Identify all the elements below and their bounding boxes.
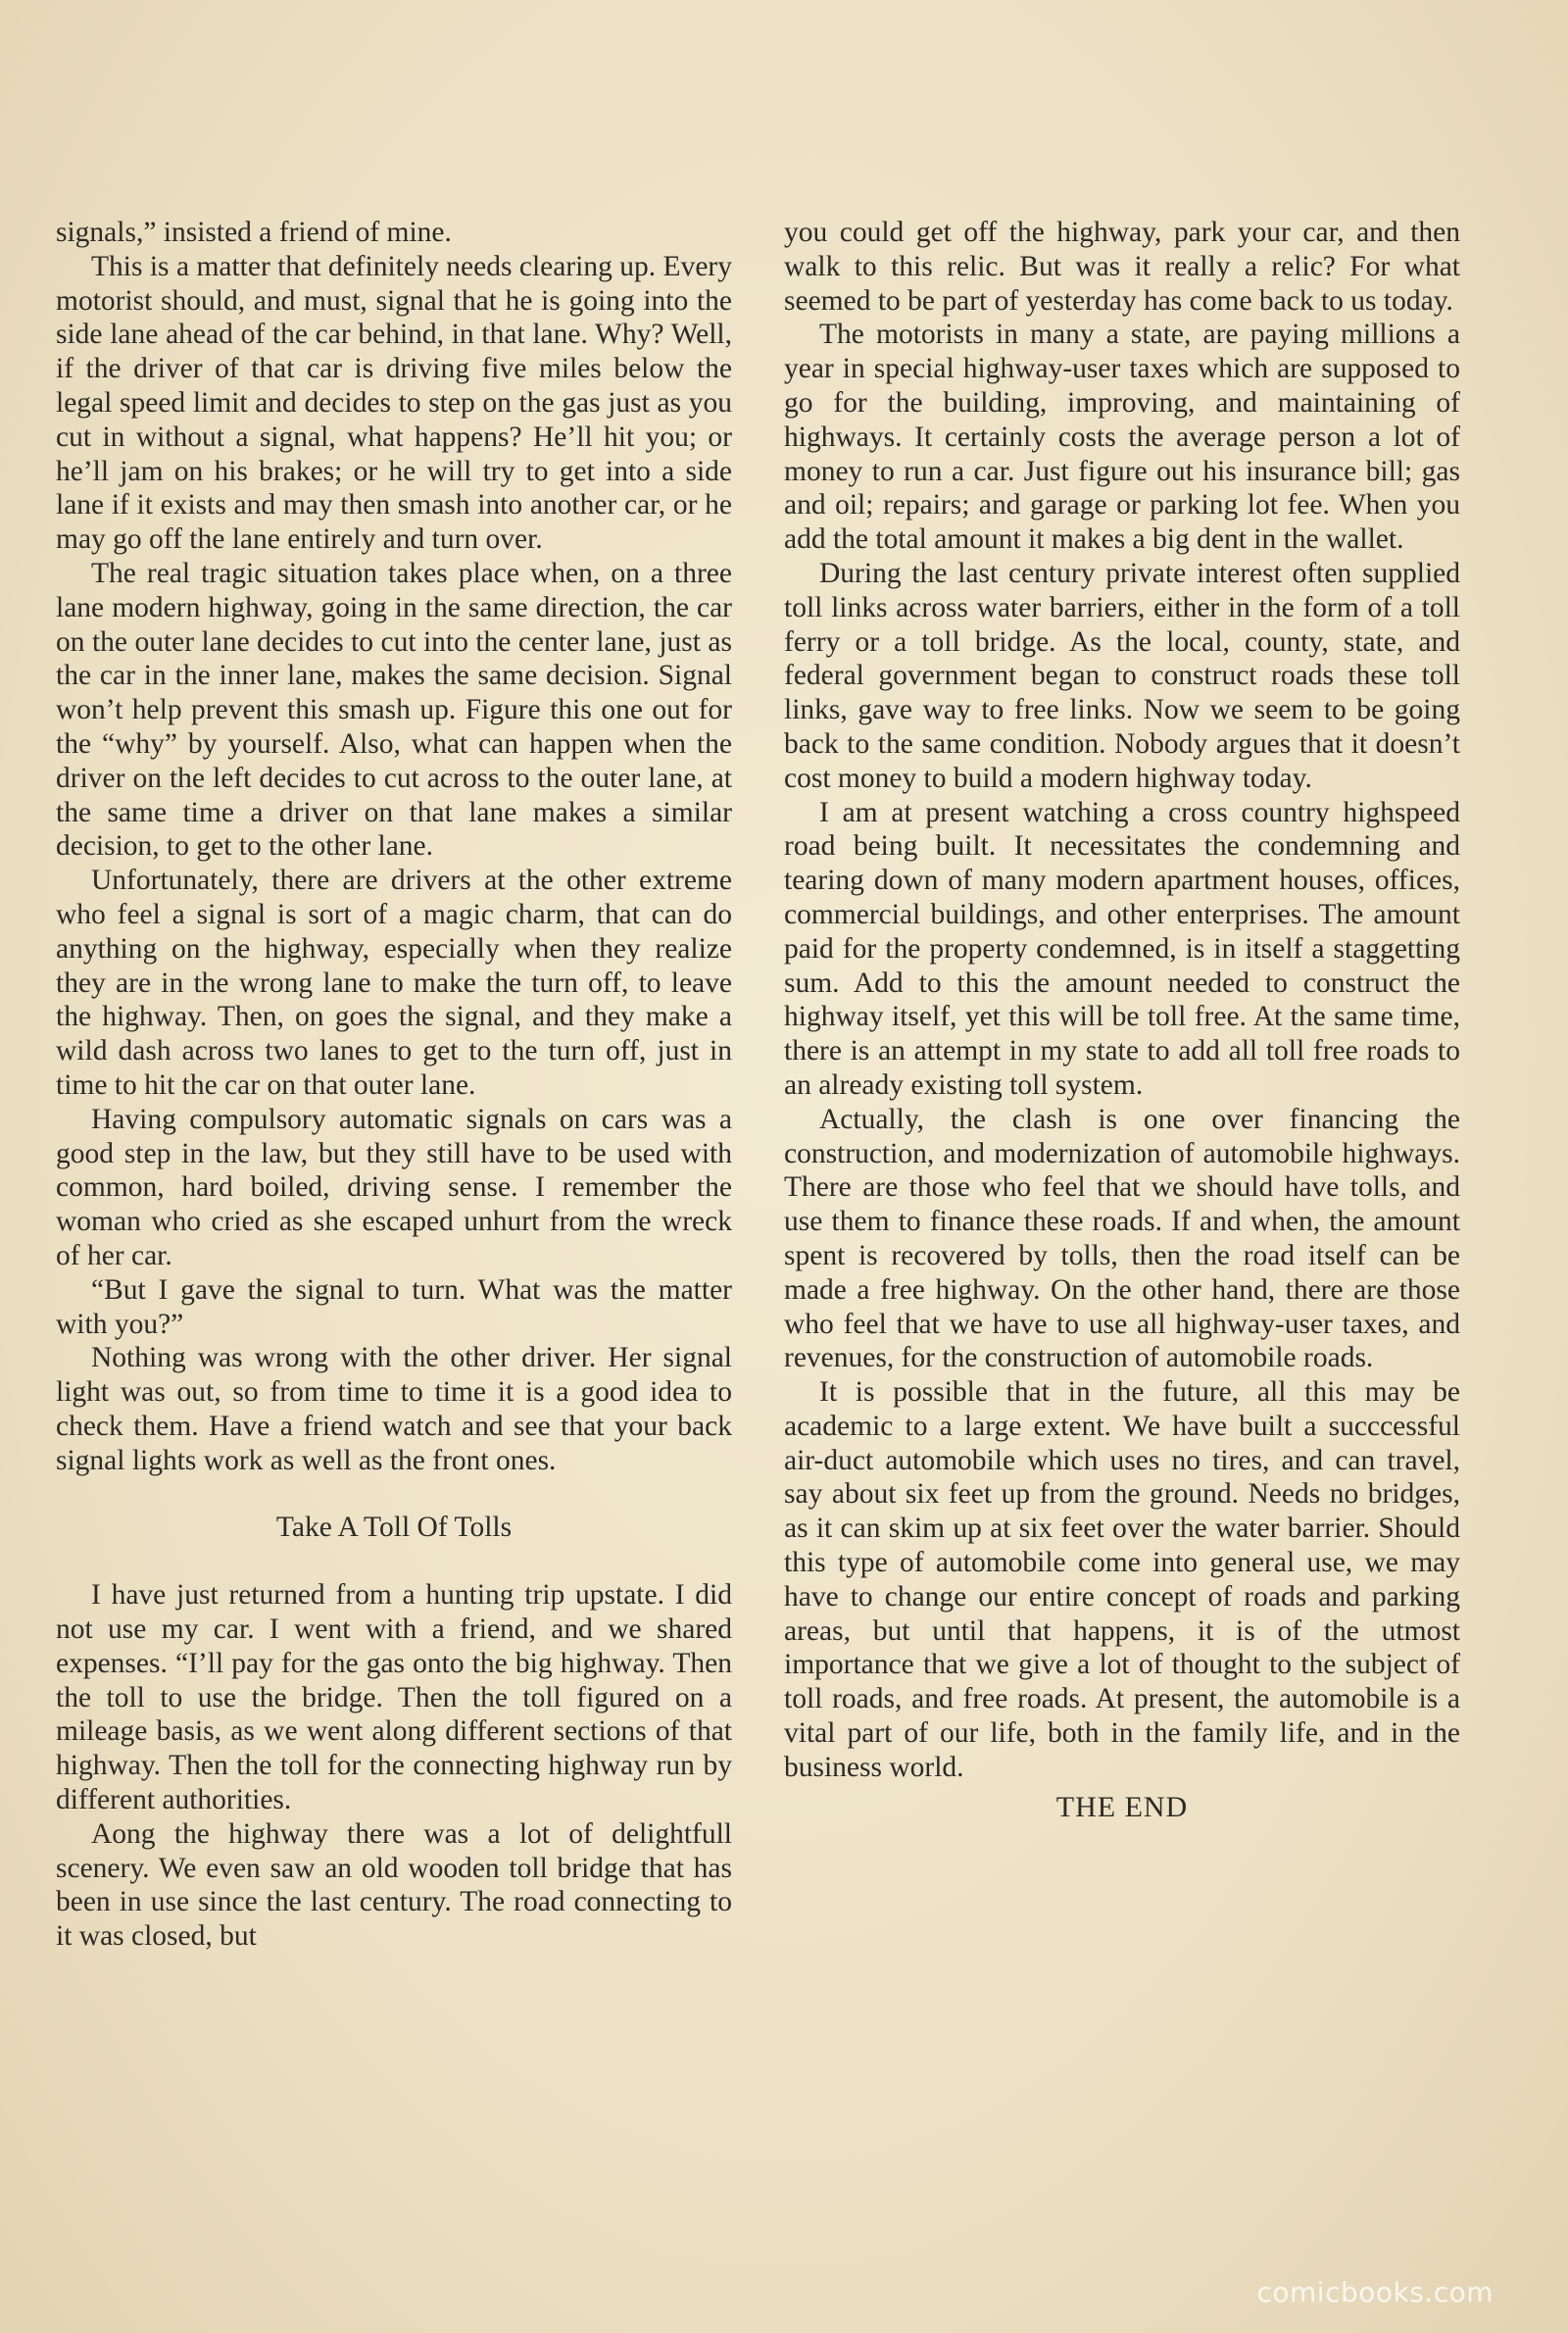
paragraph: I am at present watching a cross country highspeed road being built. It necessitates the condemning and tearing down of many modern apartment houses, offices, commercial buildings, and other enterprises. The amount paid for the property condemned, is in itself a staggetting sum. Add to this the amount needed to construct the highway itself, yet this will be toll free. At the same time, there is an attempt in my state to add all toll free roads to an already existing toll system. bbox=[784, 796, 1460, 1101]
paragraph: signals,” insisted a friend of mine. bbox=[56, 217, 452, 248]
paragraph: The real tragic situation takes place when, on a three lane modern highway, going in the same direction, the car on the outer lane decides to cut into the center lane, just as the car in the inner lane, makes the same decision. Signal won’t help prevent this smash up. Figure this one out for the “why” by yourself. Also, what can happen when the driver on the left decides to cut across to the outer lane, at the same time a driver on that lane makes a similar decision, to get to the other lane. bbox=[56, 557, 732, 863]
left-column bbox=[56, 216, 732, 1954]
watermark: comicbooks.com bbox=[1256, 2276, 1494, 2308]
paragraph: Actually, the clash is one over financing the construction, and modernization of automobile highways. There are those who feel that we should have tolls, and use them to finance these roads. If and when, the amount spent is recovered by tolls, then the road itself can be made a free highway. On the other hand, there are those who feel that we have to use all highway-user taxes, and revenues, for the construction of automobile roads. bbox=[784, 1103, 1460, 1374]
paragraph: The motorists in many a state, are paying millions a year in special highway-user taxes which are supposed to go for the building, improving, and maintaining of highways. It certainly costs the average person a lot of money to run a car. Just figure out his insurance bill; gas and oil; repairs; and garage or parking lot fee. When you add the total amount it makes a big dent in the wallet. bbox=[784, 319, 1460, 556]
paragraph: “But I gave the signal to turn. What was the matter with you?” bbox=[56, 1273, 732, 1340]
the-end-label: THE END bbox=[1055, 1790, 1189, 1823]
paragraph: Nothing was wrong with the other driver. Her signal light was out, so from time to time it is a good idea to check them. Have a friend watch and see that your back signal lights work as well as the front ones. bbox=[56, 1342, 732, 1476]
paragraph: Aong the highway there was a lot of delightfull scenery. We even saw an old wooden toll bridge that has been in use since the last century. The road connecting to it was closed, but bbox=[56, 1817, 732, 1953]
paragraph: you could get off the highway, park your car, and then walk to this relic. But was it really a relic? For what seemed to be part of yesterday has come back to us today. bbox=[784, 217, 1460, 317]
paragraph: Having compulsory automatic signals on cars was a good step in the law, but they still have to be used with common, hard boiled, driving sense. I remember the woman who cried as she escaped unhurt from the wreck of her car. bbox=[56, 1103, 732, 1271]
section-heading: Take A Toll Of Tolls bbox=[275, 1512, 513, 1544]
paragraph: Unfortunately, there are drivers at the other extreme who feel a signal is sort of a magic charm, that can do anything on the highway, especially when they realize they are in the wrong lane to make the turn off, to leave the highway. Then, on goes the signal, and they make a wild dash across two lanes to get to the turn off, just in time to hit the car on that outer lane. bbox=[56, 865, 732, 1101]
paragraph: I have just returned from a hunting trip upstate. I did not use my car. I went with a friend, and we shared expenses. “I’ll pay for the gas onto the big highway. Then the toll to use the bridge. Then the toll figured on a mileage basis, as we went along different sections of that highway. Then the toll for the connecting highway run by different authorities. bbox=[56, 1579, 732, 1816]
paragraph: During the last century private interest often supplied toll links across water barriers, either in the form of a toll ferry or a toll bridge. As the local, county, state, and federal government began to construct roads these toll links, gave way to free links. Now we seem to be going back to the same condition. Nobody argues that it doesn’t cost money to build a modern highway today. bbox=[784, 557, 1460, 794]
right-column bbox=[784, 216, 1460, 1824]
paragraph: It is possible that in the future, all this may be academic to a large extent. We have built a succcessful air-duct automobile which uses no tires, and can travel, say about six feet up from the ground. Needs no bridges, as it can skim up at six feet over the water barrier. Should this type of automobile come into general use, we may have to change our entire concept of roads and parking areas, but until that happens, it is of the utmost importance that we give a lot of thought to the subject of toll roads, and free roads. At present, the automobile is a vital part of our life, both in the family life, and in the business world. bbox=[784, 1376, 1460, 1783]
paragraph: This is a matter that definitely needs clearing up. Every motorist should, and must, signal that he is going into the side lane ahead of the car behind, in that lane. Why? Well, if the driver of that car is driving five miles below the legal speed limit and decides to step on the gas just as you cut in without a signal, what happens? He’ll hit you; or he’ll jam on his brakes; or he will try to get into a side lane if it exists and may then smash into another car, or he may go off the lane entirely and turn over. bbox=[56, 250, 732, 556]
